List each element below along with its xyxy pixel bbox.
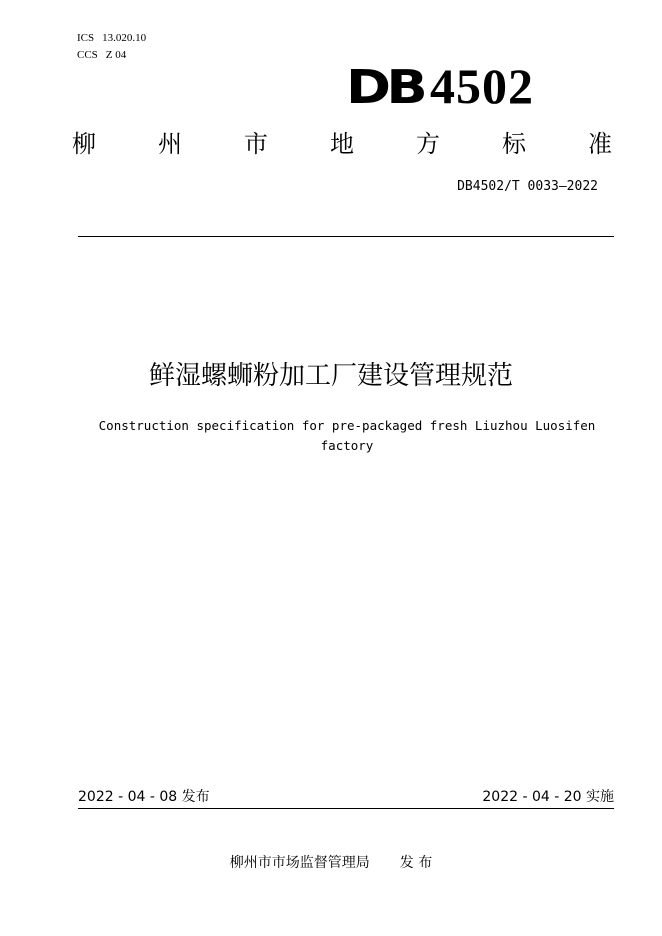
ics-value: 13.020.10 xyxy=(102,32,147,44)
standard-type-char: 市 xyxy=(244,130,268,158)
issue-action: 发 布 xyxy=(399,855,433,871)
standard-type-title xyxy=(72,126,612,162)
ics-code xyxy=(77,32,146,44)
publish-date: 2022 - 04 - 08 发布 xyxy=(78,789,210,805)
ics-label: ICS xyxy=(77,32,95,44)
issuer-name: 柳州市市场监督管理局 xyxy=(229,855,370,871)
implementation-date: 2022 - 04 - 20 实施 xyxy=(482,789,614,805)
db-logo-letters: DB xyxy=(346,60,423,114)
standard-number: DB4502/T 0033—2022 xyxy=(457,179,598,194)
standard-type-char: 地 xyxy=(330,130,354,158)
ccs-code xyxy=(77,49,126,61)
standard-type-char: 准 xyxy=(588,130,612,158)
standard-type-char: 方 xyxy=(416,130,440,158)
document-title-chinese: 鲜湿螺蛳粉加工厂建设管理规范 xyxy=(148,361,513,391)
db-logo xyxy=(346,58,534,114)
ccs-label: CCS xyxy=(77,49,98,61)
top-divider xyxy=(78,236,614,237)
db-logo-number: 4502 xyxy=(430,58,534,114)
standard-type-char: 标 xyxy=(502,130,526,158)
standard-type-char: 州 xyxy=(158,130,182,158)
document-title-english: Construction specification for pre-packaged fresh Liuzhou Luosifen factory xyxy=(98,418,596,453)
standard-type-char: 柳 xyxy=(72,130,96,158)
ccs-value: Z 04 xyxy=(105,49,127,61)
bottom-divider xyxy=(78,808,614,809)
issuing-authority xyxy=(0,853,662,873)
